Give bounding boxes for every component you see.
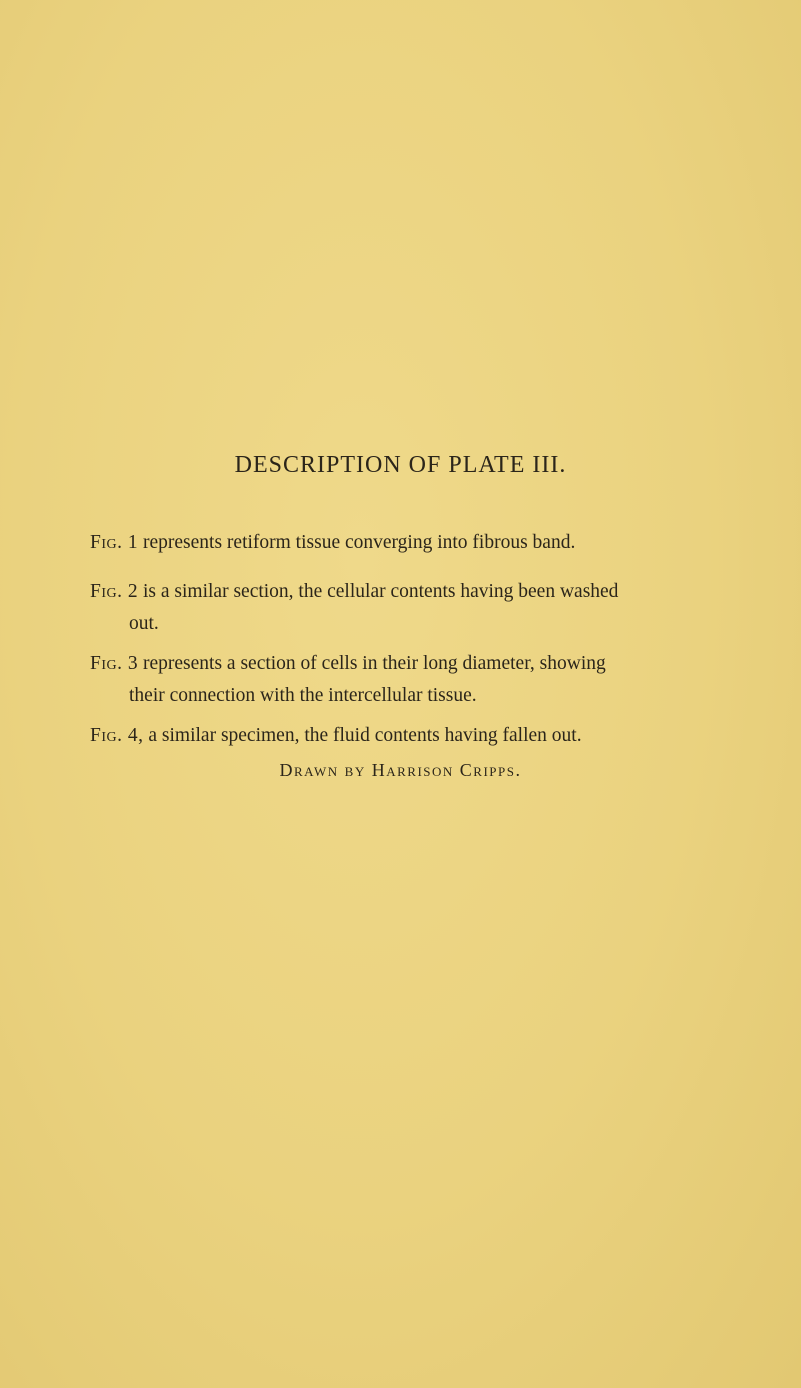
figure-4-label: Fig. 4, bbox=[90, 725, 144, 746]
figure-2-description bbox=[90, 576, 740, 640]
figure-3-text-line-1: represents a section of cells in their long diameter, showing bbox=[143, 653, 606, 674]
figure-4-description bbox=[90, 720, 740, 752]
figure-4-text-line-1: a similar specimen, the fluid contents having fallen out. bbox=[148, 725, 582, 746]
artist-credit: Drawn by Harrison Cripps. bbox=[279, 760, 522, 780]
figure-2-label: Fig. 2 bbox=[90, 581, 139, 602]
figure-3-description bbox=[90, 648, 740, 712]
figure-2-text-line-1: is a similar section, the cellular contents having been washed bbox=[143, 581, 619, 602]
figure-3-text-line-2: their connection with the intercellular tissue. bbox=[129, 685, 477, 706]
figure-1-description bbox=[90, 527, 740, 559]
figure-1-text-line-1: represents retiform tissue converging into fibrous band. bbox=[143, 532, 576, 553]
figure-1-label: Fig. 1 bbox=[90, 532, 139, 553]
figure-3-label: Fig. 3 bbox=[90, 653, 139, 674]
figure-2-text-line-2: out. bbox=[129, 613, 159, 634]
plate-title: DESCRIPTION OF PLATE III. bbox=[234, 452, 567, 478]
